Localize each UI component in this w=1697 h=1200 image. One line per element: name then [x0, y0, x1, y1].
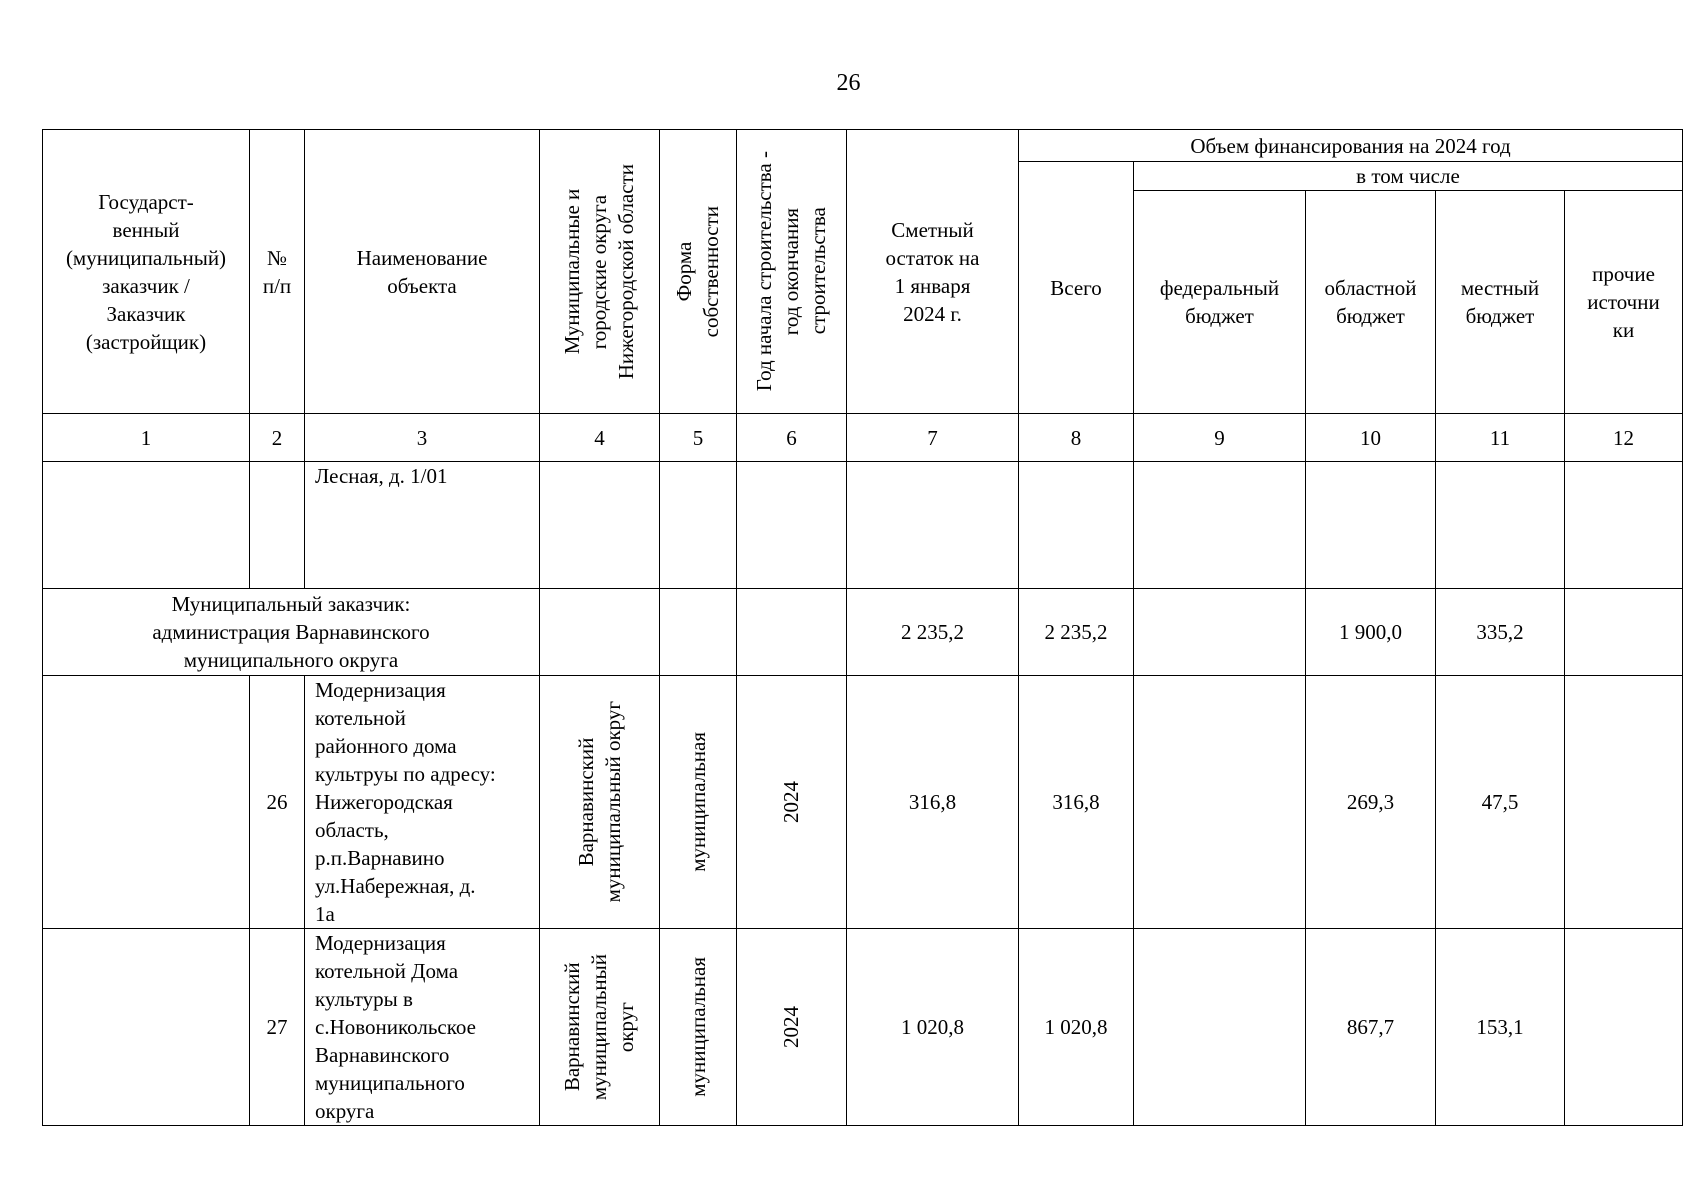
column-number: 7: [847, 414, 1019, 462]
column-number: 11: [1436, 414, 1565, 462]
row-total: 316,8: [1019, 676, 1134, 929]
customer-group-label: Муниципальный заказчик: администрация Варнавинского муниципального округа: [43, 589, 540, 676]
group-regional: 1 900,0: [1306, 589, 1436, 676]
column-number: 10: [1306, 414, 1436, 462]
column-number: 4: [540, 414, 660, 462]
group-other: [1565, 589, 1683, 676]
continuation-object-name: Лесная, д. 1/01: [305, 462, 540, 589]
column-number: 3: [305, 414, 540, 462]
row-object-name: Модернизация котельной Дома культуры в с.Новоникольское Варнавинского муниципального округа: [305, 929, 540, 1126]
header-district: [540, 130, 660, 414]
group-total: 2 235,2: [1019, 589, 1134, 676]
row-regional: 269,3: [1306, 676, 1436, 929]
header-number: № п/п: [250, 130, 305, 414]
header-ownership: [660, 130, 737, 414]
row-years-text: 2024: [779, 781, 803, 823]
header-customer: Государст- венный (муниципальный) заказчик / Заказчик (застройщик): [43, 130, 250, 414]
header-other: прочие источни ки: [1565, 191, 1683, 414]
row-district: [540, 929, 660, 1126]
header-financing: Объем финансирования на 2024 год: [1019, 130, 1683, 162]
row-number: 27: [250, 929, 305, 1126]
row-regional: 867,7: [1306, 929, 1436, 1126]
header-row-top: [43, 130, 1683, 162]
group-local: 335,2: [1436, 589, 1565, 676]
header-federal: федеральный бюджет: [1134, 191, 1306, 414]
header-years: [737, 130, 847, 414]
group-estimate: 2 235,2: [847, 589, 1019, 676]
row-object-name: Модернизация котельной районного дома культруы по адресу: Нижегородская область, р.п.Варнавино ул.Набережная, д. 1а: [305, 676, 540, 929]
page-number: 26: [836, 70, 861, 96]
continuation-row: [43, 462, 1683, 589]
row-other: [1565, 676, 1683, 929]
row-federal: [1134, 929, 1306, 1126]
row-years: [737, 929, 847, 1126]
header-years-text: Год начала строительства - год окончания строительства: [752, 151, 830, 392]
column-number: 5: [660, 414, 737, 462]
row-local: 153,1: [1436, 929, 1565, 1126]
row-ownership: [660, 676, 737, 929]
row-years: [737, 676, 847, 929]
header-estimate: Сметный остаток на 1 января 2024 г.: [847, 130, 1019, 414]
customer-group-row: [43, 589, 1683, 676]
row-number: 26: [250, 676, 305, 929]
table-row: [43, 676, 1683, 929]
group-federal: [1134, 589, 1306, 676]
header-object-name: Наименование объекта: [305, 130, 540, 414]
header-ownership-text: Форма собственности: [672, 205, 723, 338]
header-regional: областной бюджет: [1306, 191, 1436, 414]
row-district: [540, 676, 660, 929]
column-number: 6: [737, 414, 847, 462]
row-ownership-text: муниципальная: [685, 957, 710, 1097]
table-row: [43, 929, 1683, 1126]
row-years-text: 2024: [779, 1006, 803, 1048]
header-local: местный бюджет: [1436, 191, 1565, 414]
row-ownership-text: муниципальная: [685, 732, 710, 872]
row-local: 47,5: [1436, 676, 1565, 929]
row-district-text: Варнавинский муниципальный округ: [573, 701, 625, 903]
column-number: 9: [1134, 414, 1306, 462]
financing-table: [42, 129, 1683, 1126]
column-number: 12: [1565, 414, 1683, 462]
row-other: [1565, 929, 1683, 1126]
column-number: 1: [43, 414, 250, 462]
header-including: в том числе: [1134, 162, 1683, 191]
row-estimate: 1 020,8: [847, 929, 1019, 1126]
column-number: 2: [250, 414, 305, 462]
row-ownership: [660, 929, 737, 1126]
header-district-text: Муниципальные и городские округа Нижегородской области: [560, 163, 638, 380]
column-number: 8: [1019, 414, 1134, 462]
header-total: Всего: [1019, 162, 1134, 414]
row-estimate: 316,8: [847, 676, 1019, 929]
column-numbers-row: [43, 414, 1683, 462]
row-district-text: Варнавинский муниципальный округ: [560, 953, 638, 1101]
row-total: 1 020,8: [1019, 929, 1134, 1126]
row-federal: [1134, 676, 1306, 929]
